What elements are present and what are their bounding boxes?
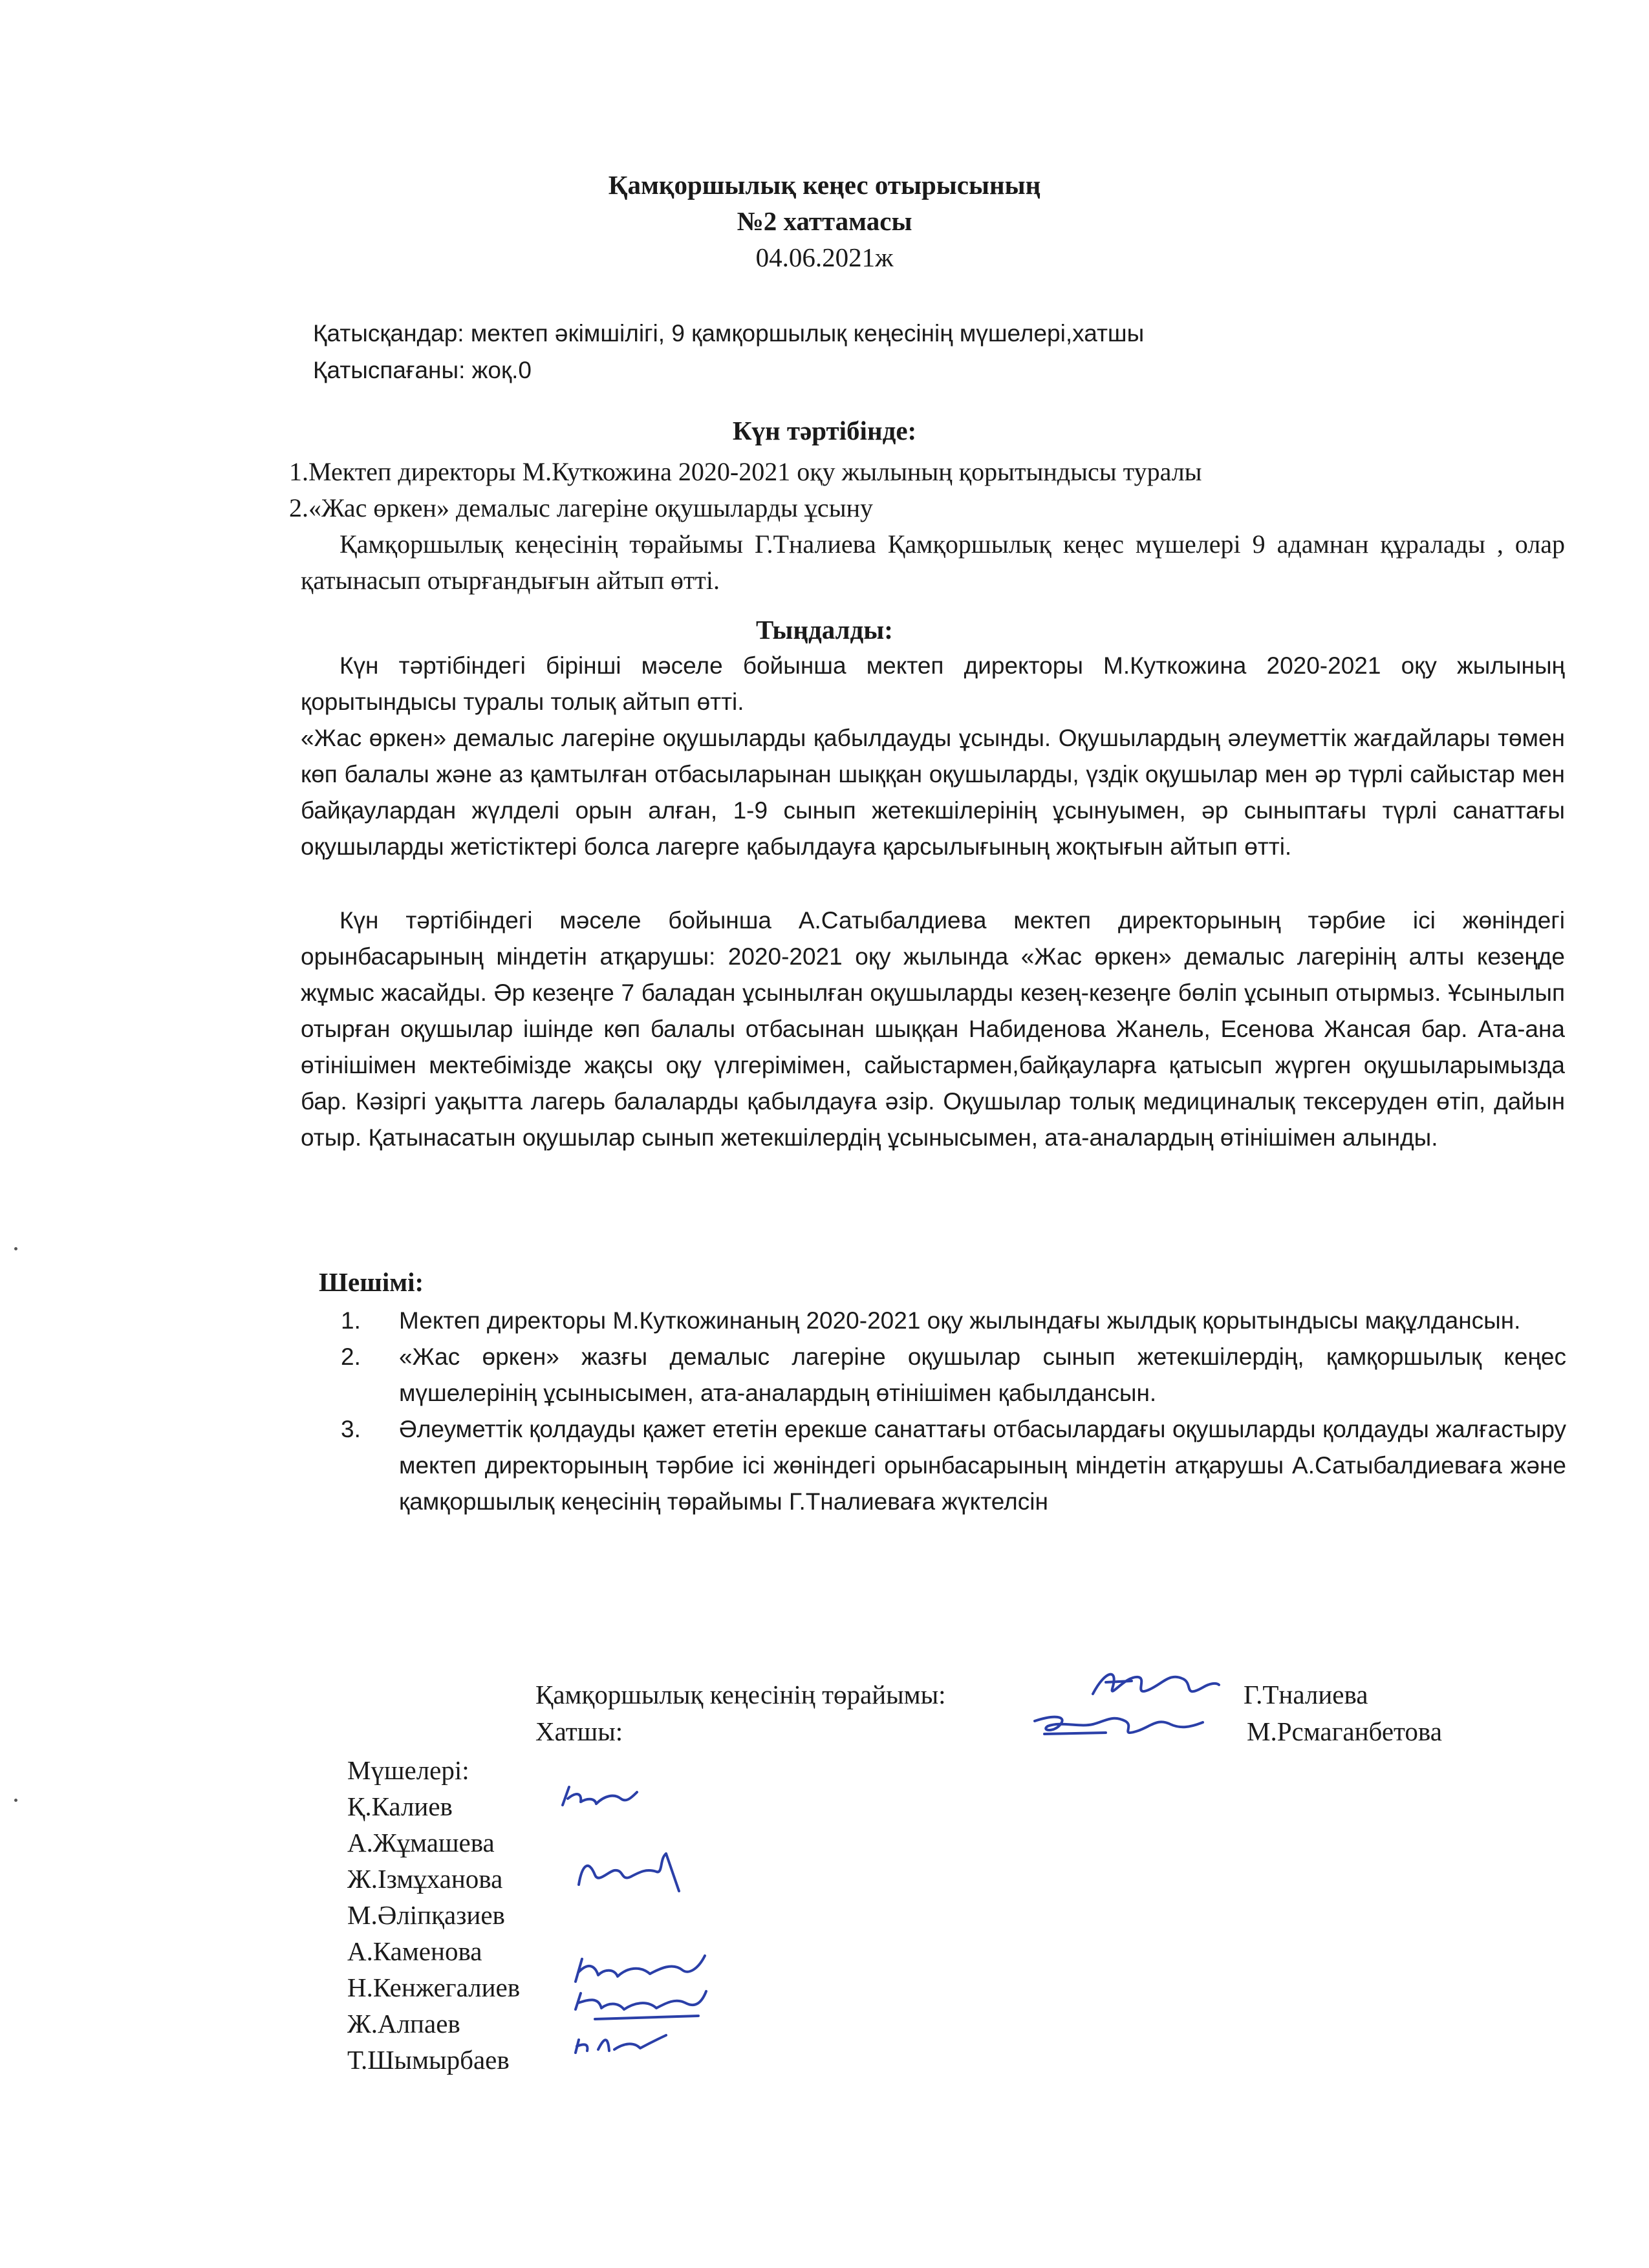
- decision-number: 1.: [341, 1307, 361, 1334]
- member-signature-image: [569, 1984, 711, 2029]
- decision-item: [341, 1339, 1566, 1411]
- agenda-heading: Күн тәртібінде:: [732, 416, 917, 445]
- decision-number: 2.: [341, 1343, 361, 1370]
- chair-label: Қамқоршылық кеңесінің төрайымы:: [535, 1680, 946, 1709]
- chair-name: Г.Тналиева: [1244, 1680, 1368, 1709]
- secretary-label: Хатшы:: [535, 1717, 623, 1746]
- decision-heading: Шешімі:: [319, 1267, 424, 1297]
- absentees-line: Қатыспағаны: жоқ.0: [313, 357, 532, 383]
- member-name: Т.Шымырбаев: [347, 2045, 510, 2075]
- protocol-number: №2 хаттамасы: [737, 206, 912, 236]
- decision-item: [341, 1411, 1566, 1520]
- heard-heading: Тыңдалды:: [756, 615, 893, 645]
- decision-text: Мектеп директоры М.Куткожинаның 2020-2021 оқу жылындағы жылдық қорытындысы мақұлдансын.: [399, 1307, 1521, 1334]
- decision-text: Әлеуметтік қолдауды қажет ететін ерекше санаттағы отбасылардағы оқушыларды қолдауды жалғастыру мектеп директорының тәрбие ісі жөніндегі орынбасарының міндетін атқарушы А.Сатыбалдиеваға және қамқоршылық кеңесінің төрайымы Г.Тналиеваға жүктелсін: [399, 1416, 1566, 1515]
- document-title: Қамқоршылық кеңес отырысының: [608, 170, 1041, 200]
- member-name: А.Жұмашева: [347, 1828, 495, 1857]
- decision-text: «Жас өркен» жазғы демалыс лагеріне оқушылар сынып жетекшілердің, қамқоршылық кеңес мүшелерінің ұсынысымен, ата-аналардың өтінішімен қабылдансын.: [399, 1343, 1566, 1406]
- members-block: [347, 1752, 520, 2078]
- agenda-note: Қамқоршылық кеңесінің төрайымы Г.Тналиева Қамқоршылық кеңес мүшелері 9 адамнан құралады , олар қатынасып отырғандығын айтып өтті.: [301, 530, 1565, 595]
- attendees-line: Қатысқандар: мектеп әкімшілігі, 9 қамқоршылық кеңесінің мүшелері,хатшы: [313, 320, 1145, 347]
- heard-paragraph-1: Күн тәртібіндегі бірінші мәселе бойынша мектеп директоры М.Куткожина 2020-2021 оқу жылының қорытындысы туралы толық айтып өтті.: [301, 652, 1565, 715]
- agenda-item: 2.«Жас өркен» демалыс лагеріне оқушыларды ұсыну: [289, 493, 873, 522]
- scan-speck: [14, 1799, 17, 1802]
- heard-paragraph-2: «Жас өркен» демалыс лагеріне оқушыларды қабылдауды ұсынды. Оқушылардың әлеуметтік жағдайлары төмен көп балалы және аз қамтылған отбасыларынан шыққан оқушыларды, үздік оқушылар мен әр түрлі сайыстар мен байқаулардан жүлделі орын алған, 1-9 сынып жетекшілерінің ұсынуымен, әр сыныптағы түрлі санаттағы оқушыларды жетістіктері болса лагерге қабылдауға қарсылығының жоқтығын айтып өтті.: [301, 725, 1565, 860]
- document-header: [0, 167, 1649, 275]
- decision-list: [341, 1303, 1566, 1520]
- member-name: А.Каменова: [347, 1936, 482, 1966]
- members-label: Мүшелері:: [347, 1755, 469, 1785]
- scan-speck: [14, 1247, 17, 1250]
- heard-paragraph-3: Күн тәртібіндегі мәселе бойынша А.Сатыбалдиева мектеп директорының тәрбие ісі жөніндегі орынбасарының міндетін атқарушы: 2020-2021 оқу жылында «Жас өркен» демалыс лагерінің алты кезеңде жұмыс жасайды. Әр кезеңге 7 баладан ұсынылған оқушыларды кезең-кезеңге бөліп ұсынып отырмыз. Ұсынылып отырған оқушылар ішінде көп балалы отбасынан шыққан Набиденова Жанель, Есенова Жансая бар. Ата-ана өтінішімен мектебімізде жақсы оқу үлгерімімен, сайыстармен,байқауларға қатысып жүрген оқушыларымызда бар. Кәзіргі уақытта лагерь балаларды қабылдауға әзір. Оқушылар толық медициналық тексеруден өтіп, дайын отыр. Қатынасатын оқушылар сынып жетекшілердің ұсынысымен, ата-аналардың өтінішімен алынды.: [301, 907, 1565, 1151]
- member-name: Ж.Алпаев: [347, 2009, 460, 2038]
- member-name: Н.Кенжегалиев: [347, 1973, 521, 2002]
- member-signature-image: [569, 1846, 692, 1898]
- agenda-list: [289, 454, 1582, 526]
- decision-number: 3.: [341, 1416, 361, 1442]
- member-name: М.Әліпқазиев: [347, 1900, 505, 1930]
- secretary-name: М.Рсмаганбетова: [1247, 1717, 1442, 1746]
- member-name: Қ.Калиев: [347, 1792, 453, 1821]
- attendance-block: [313, 315, 1574, 389]
- member-name: Ж.Ізмұханова: [347, 1864, 503, 1894]
- member-signature-image: [569, 2024, 673, 2062]
- document-date: 04.06.2021ж: [755, 242, 894, 272]
- decision-item: [341, 1303, 1566, 1339]
- member-signature-image: [556, 1779, 640, 1818]
- agenda-item: 1.Мектеп директоры М.Куткожина 2020-2021 оқу жылының қорытындысы туралы: [289, 457, 1202, 486]
- secretary-signature-image: [1028, 1702, 1209, 1750]
